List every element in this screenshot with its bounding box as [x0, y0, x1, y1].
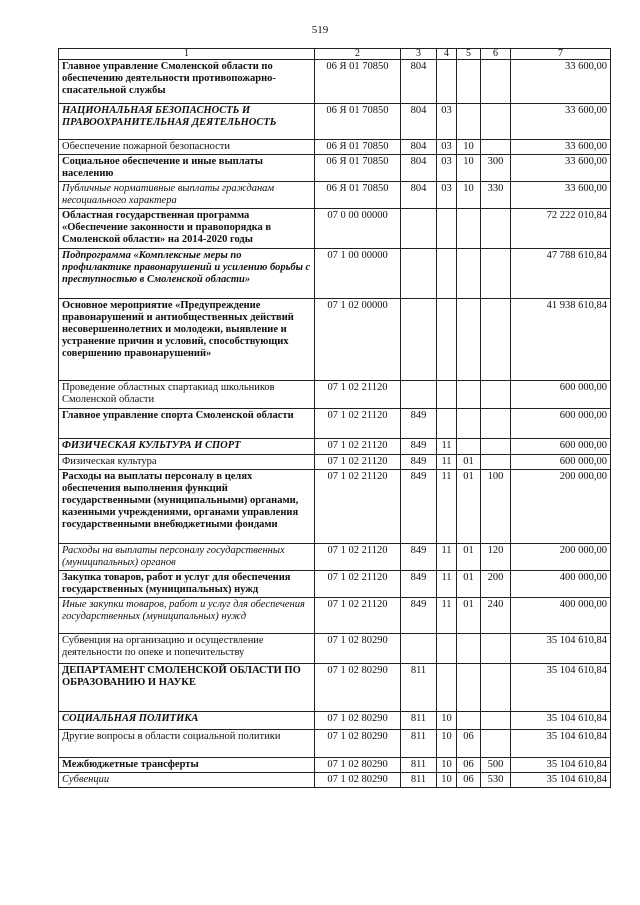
- row-name: Областная государственная программа «Обеспечение законности и правопорядка в Смоленской области» на 2014-2020 годы: [59, 209, 315, 248]
- table-row: [59, 438, 611, 454]
- table-row: [59, 711, 611, 729]
- row-target-code: 07 1 02 21120: [315, 438, 401, 454]
- row-target-code: 07 1 02 80290: [315, 757, 401, 772]
- row-grbs-code: 849: [401, 597, 437, 633]
- row-name: ФИЗИЧЕСКАЯ КУЛЬТУРА И СПОРТ: [59, 438, 315, 454]
- row-expense-type-code: [481, 380, 511, 408]
- table-row: [59, 772, 611, 787]
- row-amount: 200 000,00: [511, 543, 611, 570]
- col-header-2: 2: [315, 49, 401, 60]
- row-subsection-code: [457, 60, 481, 104]
- row-section-code: 11: [437, 570, 457, 597]
- col-header-7: 7: [511, 49, 611, 60]
- row-expense-type-code: [481, 663, 511, 711]
- row-section-code: [437, 380, 457, 408]
- row-section-code: 03: [437, 104, 457, 140]
- row-subsection-code: 10: [457, 182, 481, 209]
- col-header-5: 5: [457, 49, 481, 60]
- row-section-code: [437, 663, 457, 711]
- row-name: Проведение областных спартакиад школьников Смоленской области: [59, 380, 315, 408]
- row-grbs-code: [401, 209, 437, 248]
- row-section-code: 10: [437, 711, 457, 729]
- row-target-code: 07 0 00 00000: [315, 209, 401, 248]
- row-name: Основное мероприятие «Предупреждение правонарушений и антиобщественных действий несовершеннолетних и молодежи, выявление и устранение причин и условий, способствующих совершению правонарушений»: [59, 298, 315, 380]
- table-row: [59, 60, 611, 104]
- row-subsection-code: 10: [457, 140, 481, 155]
- row-name: ДЕПАРТАМЕНТ СМОЛЕНСКОЙ ОБЛАСТИ ПО ОБРАЗОВАНИЮ И НАУКЕ: [59, 663, 315, 711]
- row-amount: 600 000,00: [511, 408, 611, 438]
- row-subsection-code: [457, 104, 481, 140]
- row-expense-type-code: 240: [481, 597, 511, 633]
- row-target-code: 07 1 02 80290: [315, 711, 401, 729]
- row-expense-type-code: 200: [481, 570, 511, 597]
- row-amount: 33 600,00: [511, 182, 611, 209]
- row-subsection-code: [457, 711, 481, 729]
- row-amount: 600 000,00: [511, 454, 611, 469]
- row-grbs-code: 804: [401, 140, 437, 155]
- row-grbs-code: 811: [401, 663, 437, 711]
- row-subsection-code: [457, 380, 481, 408]
- row-subsection-code: [457, 209, 481, 248]
- row-grbs-code: 849: [401, 408, 437, 438]
- row-target-code: 07 1 02 80290: [315, 772, 401, 787]
- row-target-code: 07 1 02 80290: [315, 663, 401, 711]
- row-expense-type-code: [481, 633, 511, 663]
- row-subsection-code: [457, 248, 481, 298]
- row-section-code: 11: [437, 469, 457, 543]
- row-grbs-code: 849: [401, 543, 437, 570]
- row-expense-type-code: [481, 209, 511, 248]
- row-section-code: [437, 60, 457, 104]
- col-header-1: 1: [59, 49, 315, 60]
- row-section-code: 03: [437, 182, 457, 209]
- row-subsection-code: [457, 633, 481, 663]
- row-expense-type-code: [481, 729, 511, 757]
- row-amount: 35 104 610,84: [511, 757, 611, 772]
- table-row: [59, 597, 611, 633]
- row-subsection-code: 01: [457, 454, 481, 469]
- row-expense-type-code: [481, 711, 511, 729]
- row-name: Расходы на выплаты персоналу в целях обеспечения выполнения функций государственными (муниципальными) органами, казенными учреждениями, органами управления государственными внебюджетными фондами: [59, 469, 315, 543]
- row-name: Главное управление спорта Смоленской области: [59, 408, 315, 438]
- row-section-code: [437, 633, 457, 663]
- row-section-code: 11: [437, 438, 457, 454]
- row-subsection-code: 06: [457, 729, 481, 757]
- row-amount: 35 104 610,84: [511, 729, 611, 757]
- row-target-code: 07 1 02 00000: [315, 298, 401, 380]
- row-section-code: 03: [437, 140, 457, 155]
- row-target-code: 07 1 02 21120: [315, 570, 401, 597]
- table-row: [59, 155, 611, 182]
- row-subsection-code: 10: [457, 155, 481, 182]
- table-row: [59, 380, 611, 408]
- row-target-code: 07 1 02 80290: [315, 729, 401, 757]
- row-section-code: 10: [437, 772, 457, 787]
- table-row: [59, 469, 611, 543]
- row-expense-type-code: [481, 454, 511, 469]
- row-amount: 33 600,00: [511, 60, 611, 104]
- row-amount: 47 788 610,84: [511, 248, 611, 298]
- row-grbs-code: [401, 380, 437, 408]
- row-name: Межбюджетные трансферты: [59, 757, 315, 772]
- row-grbs-code: 849: [401, 454, 437, 469]
- row-amount: 33 600,00: [511, 104, 611, 140]
- row-target-code: 06 Я 01 70850: [315, 104, 401, 140]
- table-row: [59, 543, 611, 570]
- row-target-code: 06 Я 01 70850: [315, 140, 401, 155]
- row-target-code: 06 Я 01 70850: [315, 155, 401, 182]
- row-expense-type-code: [481, 248, 511, 298]
- row-target-code: 07 1 00 00000: [315, 248, 401, 298]
- row-section-code: 11: [437, 454, 457, 469]
- row-subsection-code: [457, 408, 481, 438]
- row-target-code: 07 1 02 21120: [315, 543, 401, 570]
- table-body: [59, 60, 611, 788]
- table-row: [59, 209, 611, 248]
- row-subsection-code: [457, 298, 481, 380]
- table-row: [59, 182, 611, 209]
- row-expense-type-code: 330: [481, 182, 511, 209]
- page-number: 519: [311, 24, 329, 36]
- col-header-3: 3: [401, 49, 437, 60]
- row-name: Подпрограмма «Комплексные меры по профилактике правонарушений и усилению борьбы с преступностью в Смоленской области»: [59, 248, 315, 298]
- row-grbs-code: 811: [401, 711, 437, 729]
- table-row: [59, 298, 611, 380]
- row-grbs-code: 811: [401, 757, 437, 772]
- col-header-4: 4: [437, 49, 457, 60]
- row-subsection-code: [457, 438, 481, 454]
- row-target-code: 07 1 02 80290: [315, 633, 401, 663]
- row-name: Социальное обеспечение и иные выплаты населению: [59, 155, 315, 182]
- row-expense-type-code: [481, 104, 511, 140]
- row-expense-type-code: [481, 60, 511, 104]
- row-target-code: 06 Я 01 70850: [315, 60, 401, 104]
- row-amount: 400 000,00: [511, 570, 611, 597]
- row-expense-type-code: [481, 438, 511, 454]
- table-row: [59, 663, 611, 711]
- row-grbs-code: 811: [401, 729, 437, 757]
- row-amount: 600 000,00: [511, 438, 611, 454]
- row-section-code: 11: [437, 597, 457, 633]
- row-grbs-code: [401, 633, 437, 663]
- row-expense-type-code: [481, 408, 511, 438]
- row-amount: 72 222 010,84: [511, 209, 611, 248]
- row-name: Субвенции: [59, 772, 315, 787]
- row-grbs-code: 811: [401, 772, 437, 787]
- row-amount: 35 104 610,84: [511, 663, 611, 711]
- row-section-code: [437, 248, 457, 298]
- row-section-code: [437, 408, 457, 438]
- row-name: Субвенция на организацию и осуществление деятельности по опеке и попечительству: [59, 633, 315, 663]
- row-name: Физическая культура: [59, 454, 315, 469]
- row-section-code: 10: [437, 729, 457, 757]
- table-row: [59, 248, 611, 298]
- row-name: Другие вопросы в области социальной политики: [59, 729, 315, 757]
- col-header-6: 6: [481, 49, 511, 60]
- row-amount: 41 938 610,84: [511, 298, 611, 380]
- row-expense-type-code: 530: [481, 772, 511, 787]
- table-row: [59, 757, 611, 772]
- row-expense-type-code: 120: [481, 543, 511, 570]
- row-grbs-code: [401, 298, 437, 380]
- row-name: Публичные нормативные выплаты гражданам несоциального характера: [59, 182, 315, 209]
- row-amount: 600 000,00: [511, 380, 611, 408]
- row-name: Расходы на выплаты персоналу государственных (муниципальных) органов: [59, 543, 315, 570]
- row-subsection-code: 01: [457, 469, 481, 543]
- row-name: Иные закупки товаров, работ и услуг для обеспечения государственных (муниципальных) нужд: [59, 597, 315, 633]
- row-amount: 33 600,00: [511, 155, 611, 182]
- row-name: Главное управление Смоленской области по обеспечению деятельности противопожарно-спасательной службы: [59, 60, 315, 104]
- table-row: [59, 633, 611, 663]
- row-target-code: 07 1 02 21120: [315, 469, 401, 543]
- row-grbs-code: 849: [401, 469, 437, 543]
- row-subsection-code: [457, 663, 481, 711]
- row-section-code: 10: [437, 757, 457, 772]
- row-grbs-code: 804: [401, 60, 437, 104]
- row-name: Закупка товаров, работ и услуг для обеспечения государственных (муниципальных) нужд: [59, 570, 315, 597]
- row-expense-type-code: 100: [481, 469, 511, 543]
- row-name: НАЦИОНАЛЬНАЯ БЕЗОПАСНОСТЬ И ПРАВООХРАНИТЕЛЬНАЯ ДЕЯТЕЛЬНОСТЬ: [59, 104, 315, 140]
- row-expense-type-code: [481, 298, 511, 380]
- row-section-code: [437, 298, 457, 380]
- row-amount: 35 104 610,84: [511, 711, 611, 729]
- table-row: [59, 104, 611, 140]
- row-target-code: 07 1 02 21120: [315, 380, 401, 408]
- row-subsection-code: 01: [457, 543, 481, 570]
- budget-table: [58, 48, 611, 788]
- row-target-code: 07 1 02 21120: [315, 408, 401, 438]
- row-name: СОЦИАЛЬНАЯ ПОЛИТИКА: [59, 711, 315, 729]
- row-grbs-code: 804: [401, 104, 437, 140]
- row-expense-type-code: 500: [481, 757, 511, 772]
- row-section-code: [437, 209, 457, 248]
- column-number-row: [59, 49, 611, 60]
- row-grbs-code: [401, 248, 437, 298]
- row-subsection-code: 01: [457, 570, 481, 597]
- row-target-code: 07 1 02 21120: [315, 597, 401, 633]
- row-amount: 35 104 610,84: [511, 633, 611, 663]
- row-amount: 200 000,00: [511, 469, 611, 543]
- row-name: Обеспечение пожарной безопасности: [59, 140, 315, 155]
- row-grbs-code: 804: [401, 155, 437, 182]
- table-row: [59, 408, 611, 438]
- row-section-code: 11: [437, 543, 457, 570]
- row-grbs-code: 804: [401, 182, 437, 209]
- row-target-code: 07 1 02 21120: [315, 454, 401, 469]
- row-subsection-code: 06: [457, 772, 481, 787]
- table-row: [59, 140, 611, 155]
- row-amount: 33 600,00: [511, 140, 611, 155]
- row-target-code: 06 Я 01 70850: [315, 182, 401, 209]
- table-row: [59, 454, 611, 469]
- row-subsection-code: 01: [457, 597, 481, 633]
- table-row: [59, 729, 611, 757]
- row-amount: 35 104 610,84: [511, 772, 611, 787]
- row-subsection-code: 06: [457, 757, 481, 772]
- row-grbs-code: 849: [401, 438, 437, 454]
- row-amount: 400 000,00: [511, 597, 611, 633]
- row-grbs-code: 849: [401, 570, 437, 597]
- row-section-code: 03: [437, 155, 457, 182]
- row-expense-type-code: [481, 140, 511, 155]
- table-row: [59, 570, 611, 597]
- row-expense-type-code: 300: [481, 155, 511, 182]
